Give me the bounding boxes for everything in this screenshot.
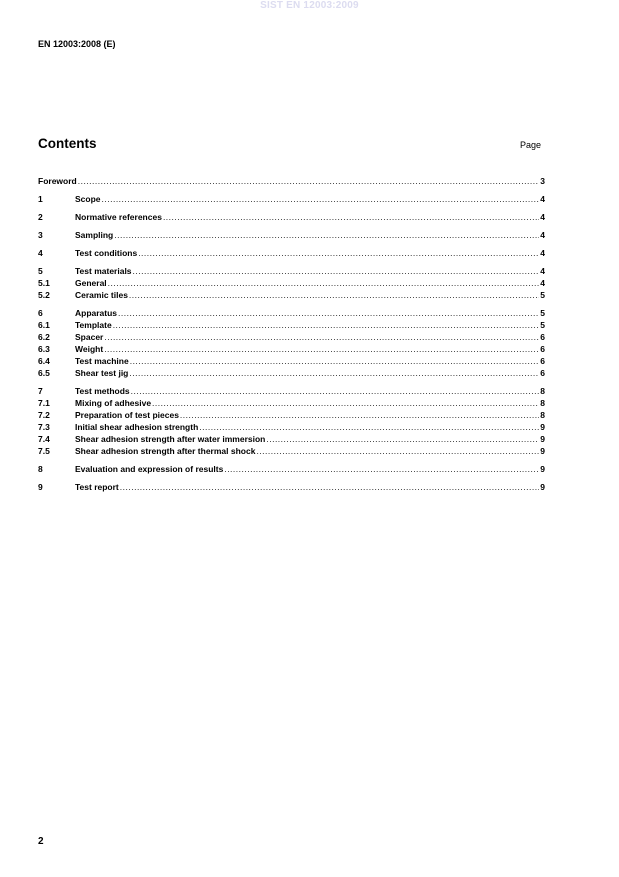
toc-entry-initial-shear-adhesion-strength[interactable] [38, 421, 545, 433]
toc-entry-number: 8 [38, 464, 43, 474]
dot-leader [180, 409, 539, 421]
toc-entry-title: Test materials [75, 266, 132, 276]
page-number: 2 [38, 836, 44, 847]
toc-entry-test-materials[interactable] [38, 265, 545, 277]
dot-leader [224, 463, 539, 475]
toc-entry-page: 9 [540, 482, 545, 492]
toc-entry-number: 5 [38, 266, 43, 276]
dot-leader [108, 277, 540, 289]
document-identifier: EN 12003:2008 (E) [38, 39, 116, 49]
toc-entry-general[interactable] [38, 277, 545, 289]
toc-entry-weight[interactable] [38, 343, 545, 355]
dot-leader [114, 229, 539, 241]
toc-entry-page: 6 [540, 344, 545, 354]
toc-entry-title: Ceramic tiles [75, 290, 128, 300]
toc-entry-number: 7.4 [38, 434, 50, 444]
dot-leader [102, 193, 540, 205]
toc-entry-page: 9 [540, 446, 545, 456]
toc-entry-page: 8 [540, 410, 545, 420]
toc-entry-title: Initial shear adhesion strength [75, 422, 199, 432]
toc-entry-page: 8 [540, 398, 545, 408]
toc-entry-page: 6 [540, 356, 545, 366]
toc-entry-page: 9 [540, 464, 545, 474]
toc-entry-title: Scope [75, 194, 101, 204]
dot-leader [129, 367, 539, 379]
contents-heading: Contents [38, 136, 97, 151]
toc-entry-number: 6.2 [38, 332, 50, 342]
toc-entry-page: 4 [540, 212, 545, 222]
toc-entry-title: Foreword [38, 176, 77, 186]
toc-entry-page: 5 [540, 308, 545, 318]
toc-entry-number: 5.1 [38, 278, 50, 288]
toc-entry-number: 9 [38, 482, 43, 492]
toc-entry-shear-adhesion-thermal-shock[interactable] [38, 445, 545, 457]
toc-entry-title: Test methods [75, 386, 130, 396]
toc-entry-title: Sampling [75, 230, 114, 240]
toc-entry-apparatus[interactable] [38, 307, 545, 319]
dot-leader [129, 289, 539, 301]
page-column-label: Page [520, 140, 542, 150]
toc-entry-title: Apparatus [75, 308, 118, 318]
toc-entry-title: Template [75, 320, 112, 330]
toc-entry-page: 4 [540, 266, 545, 276]
toc-entry-page: 4 [540, 230, 545, 240]
dot-leader [118, 307, 539, 319]
toc-entry-number: 4 [38, 248, 43, 258]
dot-leader [152, 397, 539, 409]
dot-leader [104, 343, 539, 355]
toc-entry-preparation-of-test-pieces[interactable] [38, 409, 545, 421]
toc-entry-number: 6.4 [38, 356, 50, 366]
toc-entry-title: Shear adhesion strength after water immersion [75, 434, 266, 444]
toc-entry-page: 8 [540, 386, 545, 396]
dot-leader [163, 211, 539, 223]
toc-entry-page: 5 [540, 290, 545, 300]
toc-entry-number: 7.5 [38, 446, 50, 456]
toc-entry-number: 6.5 [38, 368, 50, 378]
toc-entry-title: Test report [75, 482, 119, 492]
dot-leader [130, 355, 540, 367]
toc-entry-mixing-of-adhesive[interactable] [38, 397, 545, 409]
toc-entry-page: 4 [540, 278, 545, 288]
toc-entry-title: Shear test jig [75, 368, 129, 378]
toc-entry-scope[interactable] [38, 193, 545, 205]
toc-entry-shear-test-jig[interactable] [38, 367, 545, 379]
toc-entry-number: 2 [38, 212, 43, 222]
toc-entry-number: 6.1 [38, 320, 50, 330]
toc-entry-number: 7 [38, 386, 43, 396]
dot-leader [120, 481, 539, 493]
dot-leader [131, 385, 540, 397]
toc-entry-title: Normative references [75, 212, 162, 222]
watermark: SIST EN 12003:2009 [260, 0, 359, 11]
toc-entry-foreword[interactable] [38, 175, 545, 187]
toc-entry-template[interactable] [38, 319, 545, 331]
toc-entry-test-machine[interactable] [38, 355, 545, 367]
toc-entry-test-report[interactable] [38, 481, 545, 493]
toc-entry-title: Weight [75, 344, 104, 354]
toc-entry-title: Spacer [75, 332, 104, 342]
toc-entry-page: 4 [540, 248, 545, 258]
toc-entry-number: 3 [38, 230, 43, 240]
toc-entry-title: Test machine [75, 356, 129, 366]
toc-entry-title: Preparation of test pieces [75, 410, 179, 420]
toc-entry-spacer[interactable] [38, 331, 545, 343]
toc-entry-number: 1 [38, 194, 43, 204]
toc-entry-page: 4 [540, 194, 545, 204]
toc-entry-ceramic-tiles[interactable] [38, 289, 545, 301]
toc-entry-title: Evaluation and expression of results [75, 464, 224, 474]
toc-entry-number: 6 [38, 308, 43, 318]
toc-entry-number: 5.2 [38, 290, 50, 300]
toc-entry-page: 3 [540, 176, 545, 186]
dot-leader [113, 319, 540, 331]
dot-leader [256, 445, 539, 457]
toc-entry-number: 6.3 [38, 344, 50, 354]
toc-entry-shear-adhesion-water-immersion[interactable] [38, 433, 545, 445]
toc-entry-number: 7.2 [38, 410, 50, 420]
toc-entry-title: Mixing of adhesive [75, 398, 152, 408]
toc-entry-page: 5 [540, 320, 545, 330]
dot-leader [133, 265, 540, 277]
toc-entry-sampling[interactable] [38, 229, 545, 241]
toc-entry-evaluation-and-expression[interactable] [38, 463, 545, 475]
toc-entry-test-methods[interactable] [38, 385, 545, 397]
toc-entry-page: 6 [540, 332, 545, 342]
toc-entry-title: Test conditions [75, 248, 138, 258]
toc-entry-page: 9 [540, 422, 545, 432]
toc-entry-normative-references[interactable] [38, 211, 545, 223]
dot-leader [266, 433, 539, 445]
dot-leader [104, 331, 539, 343]
toc-entry-test-conditions[interactable] [38, 247, 545, 259]
table-of-contents [38, 175, 545, 493]
toc-entry-title: Shear adhesion strength after thermal shock [75, 446, 256, 456]
toc-entry-page: 6 [540, 368, 545, 378]
toc-entry-number: 7.3 [38, 422, 50, 432]
dot-leader [199, 421, 539, 433]
toc-entry-title: General [75, 278, 107, 288]
dot-leader [78, 175, 540, 187]
toc-entry-page: 9 [540, 434, 545, 444]
toc-entry-number: 7.1 [38, 398, 50, 408]
dot-leader [138, 247, 539, 259]
